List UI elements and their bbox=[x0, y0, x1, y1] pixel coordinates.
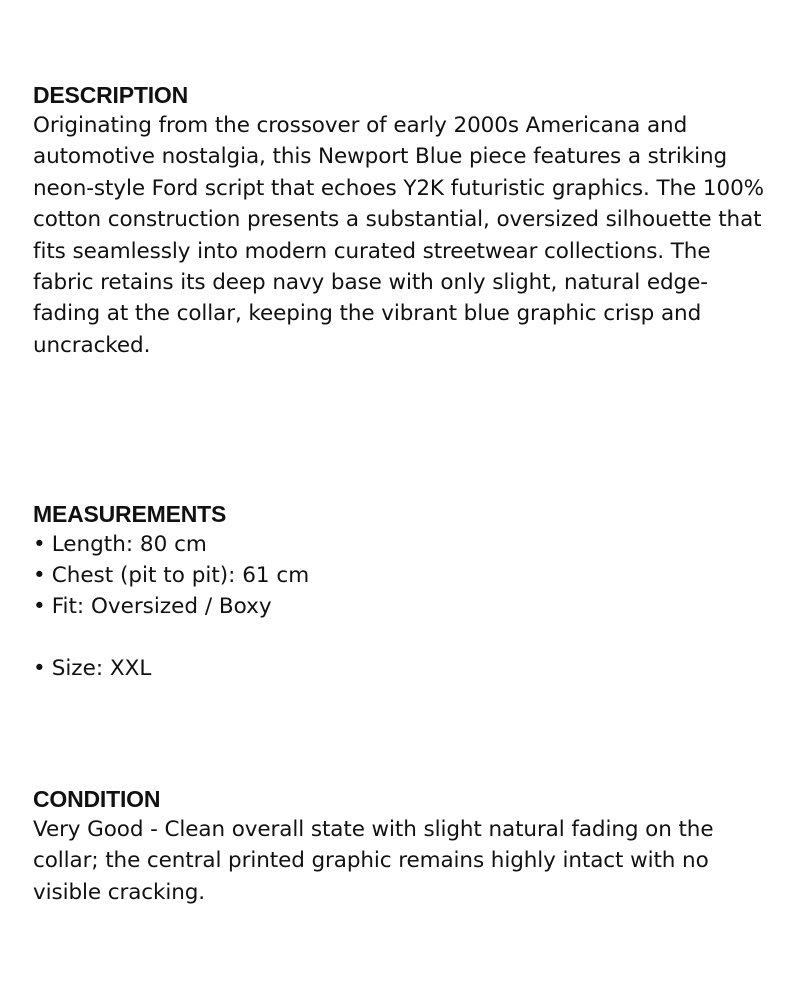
measurements-list bbox=[33, 529, 773, 622]
size-list bbox=[33, 653, 773, 684]
measurements-section bbox=[33, 499, 773, 684]
condition-section bbox=[33, 784, 773, 908]
measurement-length: • Length: 80 cm bbox=[33, 529, 773, 560]
condition-text: Very Good - Clean overall state with slight natural fading on the collar; the central printed graphic remains highly intact with no visible cracking. bbox=[33, 817, 714, 905]
measurement-chest: • Chest (pit to pit): 61 cm bbox=[33, 560, 773, 591]
description-text: Originating from the crossover of early 2000s Americana and automotive nostalgia, this Newport Blue piece features a striking neon-style Ford script that echoes Y2K futuristic graphics. The 100% cotton construction presents a substantial, oversized silhouette that fits seamlessly into modern curated streetwear collections. The fabric retains its deep navy base with only slight, natural edge-fading at the collar, keeping the vibrant blue graphic crisp and uncracked. bbox=[33, 113, 764, 358]
description-section bbox=[33, 80, 773, 361]
description-heading: DESCRIPTION bbox=[33, 82, 188, 108]
condition-heading: CONDITION bbox=[33, 786, 161, 812]
measurements-heading: MEASUREMENTS bbox=[33, 501, 227, 527]
list-spacer bbox=[33, 622, 773, 653]
measurement-size: • Size: XXL bbox=[33, 653, 773, 684]
measurement-fit: • Fit: Oversized / Boxy bbox=[33, 591, 773, 622]
